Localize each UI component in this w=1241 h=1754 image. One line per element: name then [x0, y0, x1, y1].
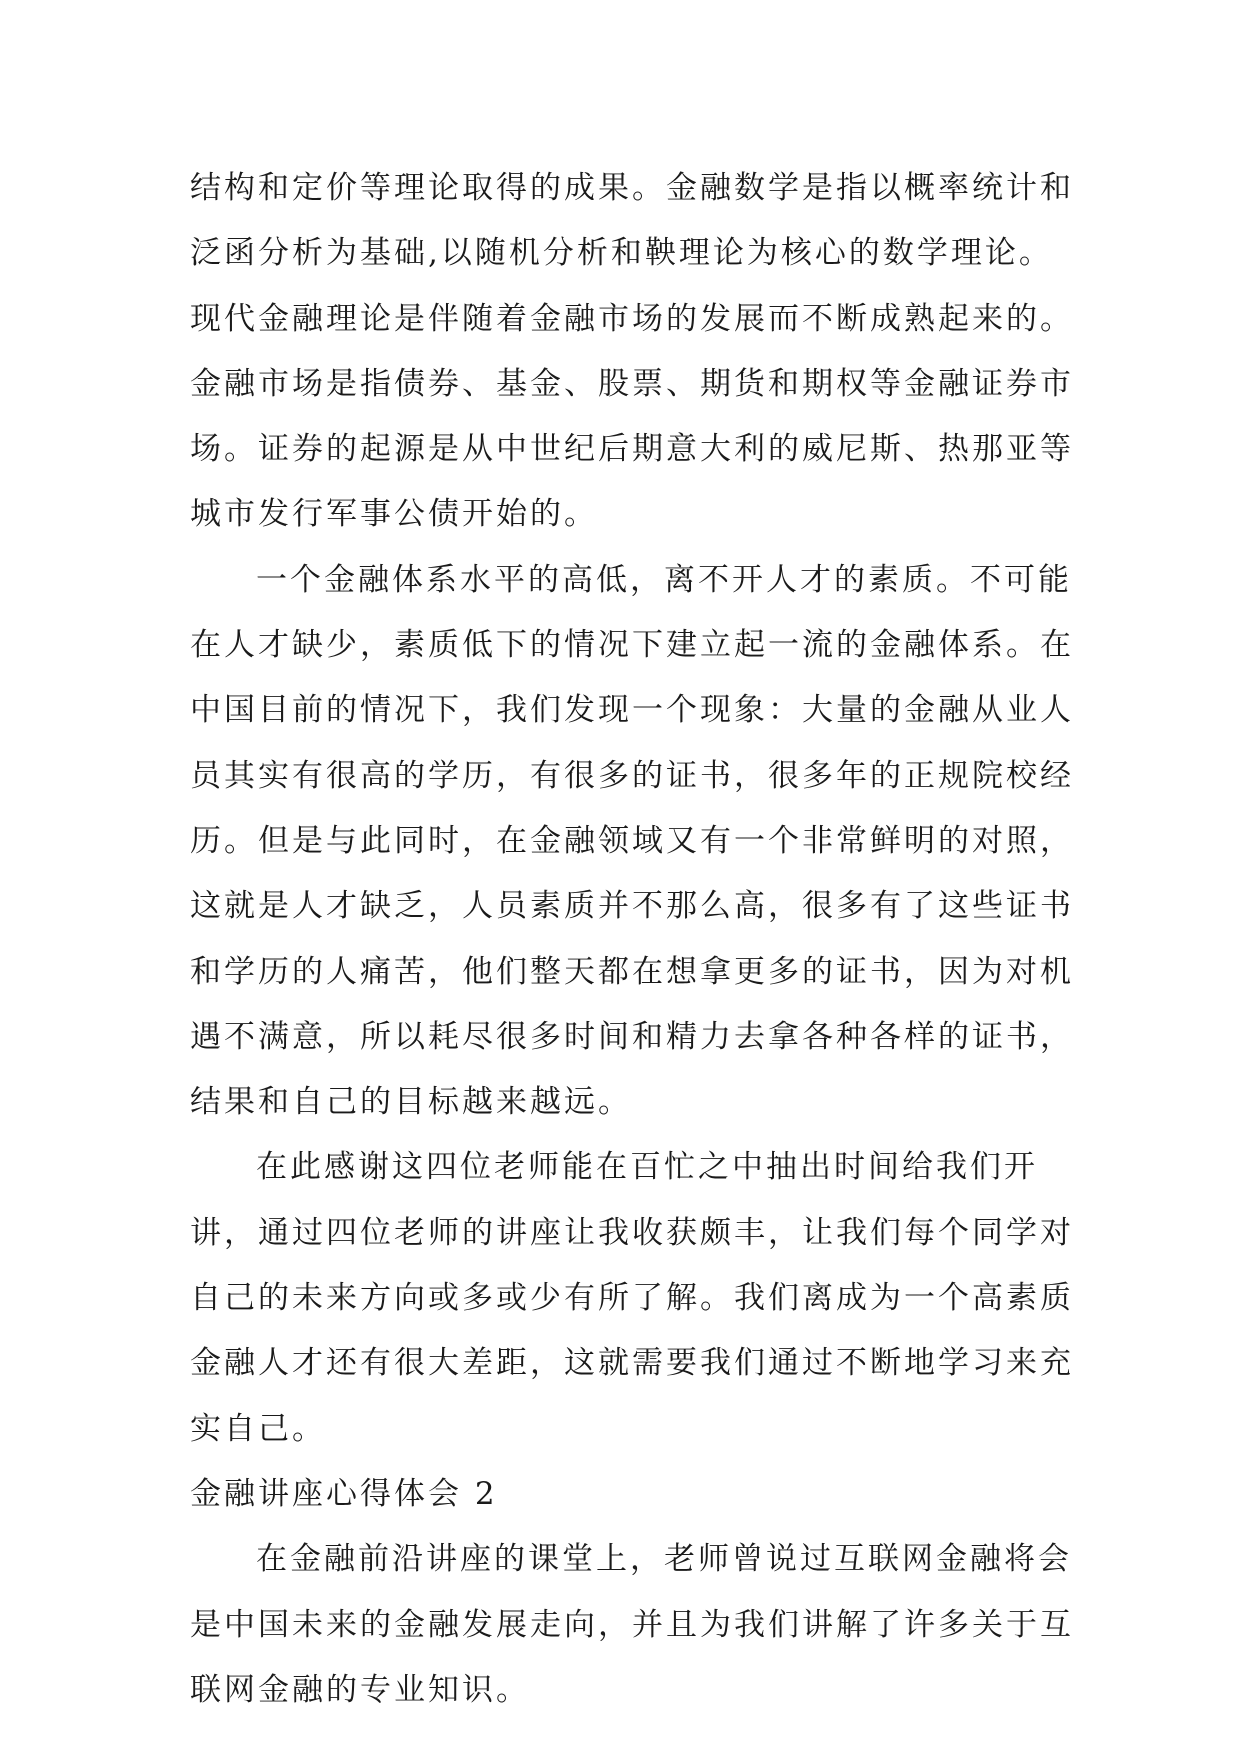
text-line: 员其实有很高的学历，有很多的证书，很多年的正规院校经 — [190, 757, 1074, 794]
document-body — [190, 156, 1074, 1723]
text-line: 中国目前的情况下，我们发现一个现象：大量的金融从业人 — [190, 692, 1074, 729]
text-line: 遇不满意，所以耗尽很多时间和精力去拿各种各样的证书， — [190, 1018, 1074, 1055]
paragraph-first-line: 在此感谢这四位老师能在百忙之中抽出时间给我们开 — [256, 1149, 1038, 1186]
section-heading: 金融讲座心得体会 2 — [190, 1475, 498, 1512]
text-line: 历。但是与此同时，在金融领域又有一个非常鲜明的对照， — [190, 822, 1074, 859]
text-line: 城市发行军事公债开始的。 — [190, 496, 598, 533]
text-line: 金融人才还有很大差距，这就需要我们通过不断地学习来充 — [190, 1345, 1074, 1382]
text-line: 是中国未来的金融发展走向，并且为我们讲解了许多关于互 — [190, 1606, 1074, 1643]
paragraph-first-line: 一个金融体系水平的高低，离不开人才的素质。不可能 — [256, 561, 1072, 598]
text-line: 结构和定价等理论取得的成果。金融数学是指以概率统计和 — [190, 170, 1074, 206]
text-line: 这就是人才缺乏，人员素质并不那么高，很多有了这些证书 — [190, 888, 1074, 925]
text-line: 实自己。 — [190, 1410, 326, 1447]
text-line: 场。证券的起源是从中世纪后期意大利的威尼斯、热那亚等 — [190, 431, 1074, 468]
paragraph-first-line: 在金融前沿讲座的课堂上，老师曾说过互联网金融将会 — [256, 1541, 1072, 1578]
text-line: 自己的未来方向或多或少有所了解。我们离成为一个高素质 — [190, 1280, 1074, 1317]
text-line: 联网金融的专业知识。 — [190, 1671, 530, 1708]
text-line: 和学历的人痛苦，他们整天都在想拿更多的证书，因为对机 — [190, 953, 1074, 990]
text-line: 金融市场是指债券、基金、股票、期货和期权等金融证券市 — [190, 365, 1074, 402]
text-line: 在人才缺少，素质低下的情况下建立起一流的金融体系。在 — [190, 627, 1074, 664]
text-line: 结果和自己的目标越来越远。 — [190, 1084, 632, 1121]
text-line: 讲，通过四位老师的讲座让我收获颇丰，让我们每个同学对 — [190, 1214, 1074, 1251]
text-line: 现代金融理论是伴随着金融市场的发展而不断成熟起来的。 — [190, 300, 1074, 337]
text-line: 泛函分析为基础,以随机分析和鞅理论为核心的数学理论。 — [190, 235, 1053, 272]
